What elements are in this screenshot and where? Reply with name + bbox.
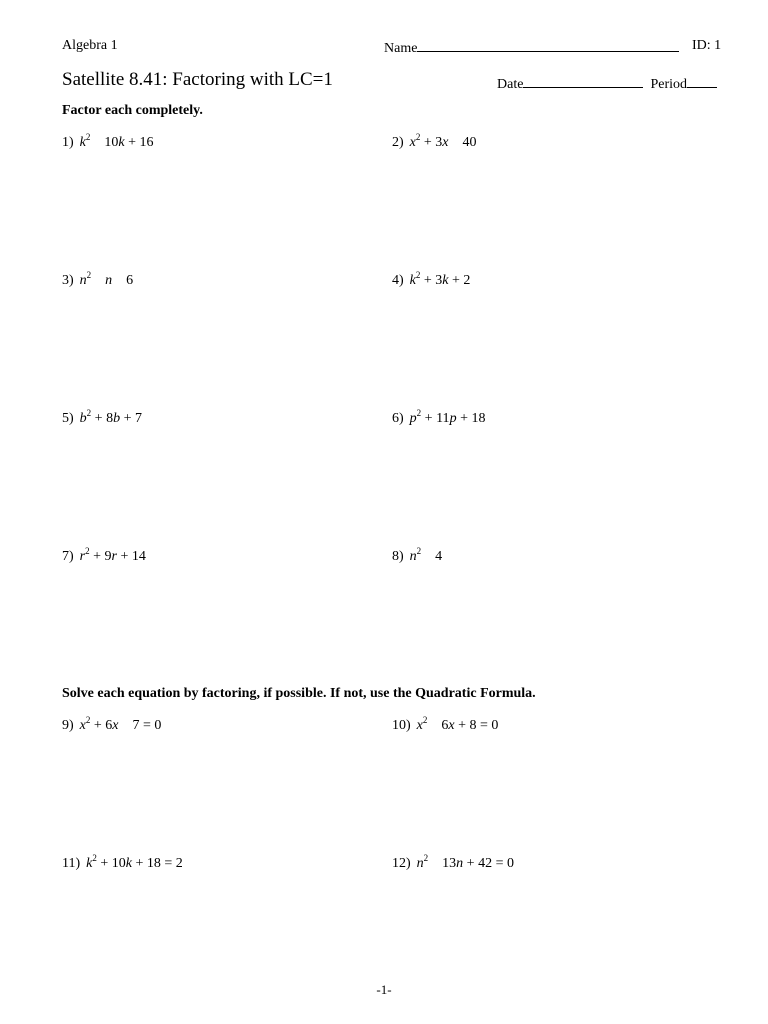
expression-text: + 14 [116,549,146,564]
problem-number: 3) [62,273,74,288]
variable: p [409,411,417,426]
expression-text: 13 [428,856,457,871]
date-label: Date [497,77,524,92]
expression-text: + 7 [120,411,142,426]
exponent: 2 [86,270,92,280]
exponent: 2 [85,715,91,725]
variable: r [111,549,117,564]
problem-expression [416,715,499,733]
problem-number: 4) [392,273,404,288]
exponent: 2 [416,546,422,556]
name-blank [417,38,679,52]
problem-number: 1) [62,135,74,150]
expression-text [91,273,105,288]
variable: x [409,135,416,150]
course-name: Algebra 1 [62,38,118,53]
variable: x [442,135,449,150]
expression-text: 6 [427,718,449,733]
problem-expression [409,546,443,564]
problem-expression [409,132,477,150]
date-period-field [497,74,717,93]
exponent: 2 [423,853,429,863]
problem-10 [392,715,499,734]
problem-expression [86,853,183,871]
expression-text: 40 [448,135,477,150]
id-label: ID: 1 [692,38,722,53]
exponent: 2 [415,132,421,142]
expression-text: 4 [421,549,443,564]
variable: x [79,718,86,733]
name-label: Name [384,41,418,56]
variable: x [448,718,455,733]
expression-text: + 16 [124,135,154,150]
problem-expression [79,715,162,733]
period-label: Period [650,77,687,92]
instruction-factor: Factor each completely. [62,103,203,118]
problem-8 [392,546,443,565]
variable: k [125,856,132,871]
expression-text: 7 = 0 [118,718,162,733]
variable: n [105,273,113,288]
expression-text: + 11 [421,411,450,426]
problem-3 [62,270,134,289]
expression-text: + 8 [91,411,114,426]
problem-6 [392,408,486,427]
period-blank [687,74,717,88]
problem-expression [409,270,471,288]
problem-number: 6) [392,411,404,426]
problem-12 [392,853,514,872]
variable: k [118,135,125,150]
expression-text: + 3 [420,273,443,288]
problem-expression [79,546,146,564]
exponent: 2 [422,715,428,725]
expression-text: + 8 = 0 [454,718,499,733]
problem-expression [79,132,154,150]
variable: n [409,549,417,564]
page-number: -1- [376,982,392,997]
variable: p [449,411,457,426]
problem-number: 8) [392,549,404,564]
variable: b [79,411,87,426]
variable: n [79,273,87,288]
variable: n [456,856,464,871]
problem-number: 7) [62,549,74,564]
problem-expression [409,408,486,426]
problem-number: 11) [62,856,81,871]
exponent: 2 [85,546,90,556]
variable: k [442,273,449,288]
problem-1 [62,132,154,151]
variable: r [79,549,86,564]
variable: k [409,273,416,288]
exponent: 2 [92,853,97,863]
problem-expression [416,853,514,871]
variable: x [416,718,423,733]
expression-text: + 42 = 0 [463,856,514,871]
variable: b [113,411,121,426]
instruction-solve: Solve each equation by factoring, if possible. If not, use the Quadratic Formula. [62,686,536,701]
expression-text: + 2 [448,273,471,288]
exponent: 2 [416,408,422,418]
problem-11 [62,853,183,872]
problem-5 [62,408,142,427]
exponent: 2 [85,132,91,142]
variable: x [112,718,119,733]
expression-text: 10 [90,135,119,150]
problem-number: 2) [392,135,404,150]
expression-text: + 3 [420,135,443,150]
expression-text: 6 [112,273,134,288]
problem-expression [79,408,142,426]
exponent: 2 [86,408,92,418]
problem-number: 5) [62,411,74,426]
date-blank [523,74,643,88]
problem-number: 10) [392,718,411,733]
variable: k [79,135,86,150]
problem-2 [392,132,477,151]
problem-9 [62,715,162,734]
expression-text: + 10 [96,856,126,871]
problem-number: 9) [62,718,74,733]
expression-text: + 18 [456,411,486,426]
problem-4 [392,270,471,289]
variable: k [86,856,93,871]
problem-number: 12) [392,856,411,871]
exponent: 2 [415,270,421,280]
variable: n [416,856,424,871]
problem-expression [79,270,134,288]
name-field [384,38,679,57]
problem-7 [62,546,146,565]
expression-text: + 18 = 2 [132,856,183,871]
expression-text: + 6 [90,718,113,733]
expression-text: + 9 [89,549,112,564]
worksheet-title: Satellite 8.41: Factoring with LC=1 [62,69,333,90]
